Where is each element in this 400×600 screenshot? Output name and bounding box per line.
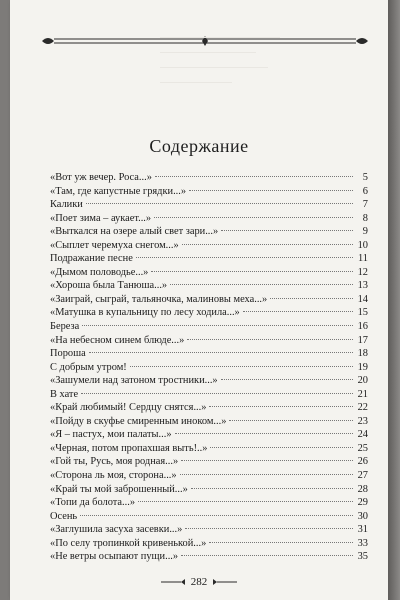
toc-leader-dots (180, 474, 353, 475)
toc-leader-dots (181, 460, 353, 461)
toc-entry-title: «Черная, потом пропахшая выть!..» (50, 442, 208, 454)
toc-entry-title: «На небесном синем блюде...» (50, 334, 185, 346)
toc-entry-page: 30 (357, 510, 368, 522)
toc-leader-dots (130, 366, 353, 367)
toc-leader-dots (189, 190, 353, 191)
toc-entry (50, 415, 368, 429)
toc-entry (50, 455, 368, 469)
toc-entry-title: «Сыплет черемуха снегом...» (50, 239, 179, 251)
toc-entry-page: 20 (357, 375, 368, 387)
toc-leader-dots (210, 447, 353, 448)
toc-leader-dots (170, 284, 353, 285)
toc-entry (50, 279, 368, 293)
toc-entry-title: «Пойду в скуфье смиренным иноком...» (50, 415, 227, 427)
toc-entry (50, 239, 368, 253)
toc-entry-title: «Заиграй, сыграй, тальяночка, малиновы меха...» (50, 293, 268, 305)
toc-leader-dots (155, 176, 353, 177)
toc-entry-title: «Край ты мой заброшенный...» (50, 483, 188, 495)
toc-entry (50, 252, 368, 266)
toc-entry-page: 26 (357, 456, 368, 468)
toc-entry (50, 185, 368, 199)
toc-entry (50, 401, 368, 415)
toc-entry (50, 523, 368, 537)
toc-entry (50, 198, 368, 212)
toc-entry-title: «Сторона ль моя, сторона...» (50, 470, 177, 482)
toc-entry-page: 27 (357, 470, 368, 482)
toc-entry (50, 171, 368, 185)
toc-entry-title: Пороша (50, 348, 86, 360)
toc-entry (50, 510, 368, 524)
toc-entry-page: 24 (357, 429, 368, 441)
toc-leader-dots (209, 542, 353, 543)
toc-entry (50, 306, 368, 320)
toc-leader-dots (151, 271, 353, 272)
toc-entry (50, 550, 368, 564)
toc-entry-title: «Заглушила засуха засевки...» (50, 524, 183, 536)
toc-entry (50, 361, 368, 375)
toc-entry-page: 6 (362, 185, 368, 197)
toc-leader-dots (86, 203, 353, 204)
book-page (10, 0, 388, 600)
toc-entry-title: «Топи да болота...» (50, 497, 136, 509)
toc-entry-page: 23 (357, 415, 368, 427)
toc-entry-page: 7 (362, 199, 368, 211)
toc-entry-title: «Хороша была Танюша...» (50, 280, 168, 292)
toc-leader-dots (81, 393, 353, 394)
toc-entry-title: «Там, где капустные грядки...» (50, 185, 187, 197)
toc-entry-title: С добрым утром! (50, 361, 127, 373)
toc-entry (50, 212, 368, 226)
toc-entry-page: 11 (357, 253, 368, 265)
toc-entry-page: 14 (357, 293, 368, 305)
toc-entry-page: 10 (357, 239, 368, 251)
toc-entry-page: 22 (357, 402, 368, 414)
toc-leader-dots (182, 244, 353, 245)
toc-entry-page: 9 (362, 226, 368, 238)
toc-entry-page: 15 (357, 307, 368, 319)
toc-entry-page: 25 (357, 442, 368, 454)
toc-entry-title: В хате (50, 388, 79, 400)
toc-entry (50, 496, 368, 510)
toc-entry (50, 374, 368, 388)
contents-heading: Содержание (149, 136, 249, 156)
toc-leader-dots (80, 515, 353, 516)
toc-entry-title: Подражание песне (50, 253, 133, 265)
toc-entry-title: «Дымом половодье...» (50, 266, 149, 278)
toc-entry-title: Калики (50, 199, 83, 211)
toc-leader-dots (175, 433, 353, 434)
toc-entry-page: 28 (357, 483, 368, 495)
toc-entry-title: «Гой ты, Русь, моя родная...» (50, 456, 179, 468)
toc-leader-dots (138, 501, 353, 502)
toc-entry-title: «Зашумели над затоном тростники...» (50, 375, 218, 387)
toc-entry (50, 442, 368, 456)
page-edge (388, 0, 400, 600)
toc-leader-dots (229, 420, 353, 421)
toc-entry (50, 320, 368, 334)
toc-entry-page: 19 (357, 361, 368, 373)
toc-entry (50, 225, 368, 239)
toc-entry-page: 31 (357, 524, 368, 536)
toc-leader-dots (209, 406, 353, 407)
toc-leader-dots (187, 339, 353, 340)
toc-entry-page: 13 (357, 280, 368, 292)
toc-entry-page: 33 (357, 537, 368, 549)
toc-entry-title: Осень (50, 510, 78, 522)
toc-entry (50, 347, 368, 361)
toc-entry (50, 537, 368, 551)
toc-entry-title: «Край любимый! Сердцу снятся...» (50, 402, 207, 414)
toc-entry-page: 21 (357, 388, 368, 400)
footer-ornament-right-icon (211, 578, 237, 586)
toc-entry-title: «Я – пастух, мои палаты...» (50, 429, 172, 441)
toc-leader-dots (185, 528, 353, 529)
toc-entry-title: Береза (50, 321, 80, 333)
toc-entry (50, 469, 368, 483)
toc-entry-page: 35 (357, 551, 368, 563)
toc-entry-title: «Выткался на озере алый свет зари...» (50, 226, 219, 238)
toc-leader-dots (82, 325, 353, 326)
toc-entry (50, 266, 368, 280)
toc-leader-dots (136, 257, 353, 258)
toc-leader-dots (181, 555, 353, 556)
footer-ornament-left-icon (161, 578, 187, 586)
toc-leader-dots (89, 352, 353, 353)
toc-entry-title: «Вот уж вечер. Роса...» (50, 172, 152, 183)
toc-entry (50, 428, 368, 442)
toc-entry (50, 293, 368, 307)
toc-entry-page: 16 (357, 321, 368, 333)
show-through-text (160, 28, 280, 83)
page-number: 282 (190, 576, 208, 588)
toc-entry-title: «По селу тропинкой кривенькой...» (50, 537, 207, 549)
toc-leader-dots (154, 217, 353, 218)
toc-entry (50, 388, 368, 402)
toc-leader-dots (191, 488, 353, 489)
toc-leader-dots (270, 298, 353, 299)
toc-leader-dots (221, 379, 353, 380)
table-of-contents (50, 171, 368, 564)
toc-entry (50, 334, 368, 348)
toc-entry-page: 18 (357, 348, 368, 360)
toc-entry-title: «Поет зима – аукает...» (50, 212, 152, 224)
page-footer (10, 575, 388, 589)
toc-leader-dots (221, 230, 353, 231)
toc-entry-page: 17 (357, 334, 368, 346)
toc-entry-page: 12 (357, 266, 368, 278)
toc-entry-title: «Матушка в купальницу по лесу ходила...» (50, 307, 240, 319)
toc-entry-page: 5 (362, 172, 368, 183)
toc-entry-title: «Не ветры осыпают пущи...» (50, 551, 179, 563)
toc-leader-dots (243, 311, 353, 312)
toc-entry-page: 29 (357, 497, 368, 509)
toc-entry (50, 483, 368, 497)
toc-entry-page: 8 (362, 212, 368, 224)
